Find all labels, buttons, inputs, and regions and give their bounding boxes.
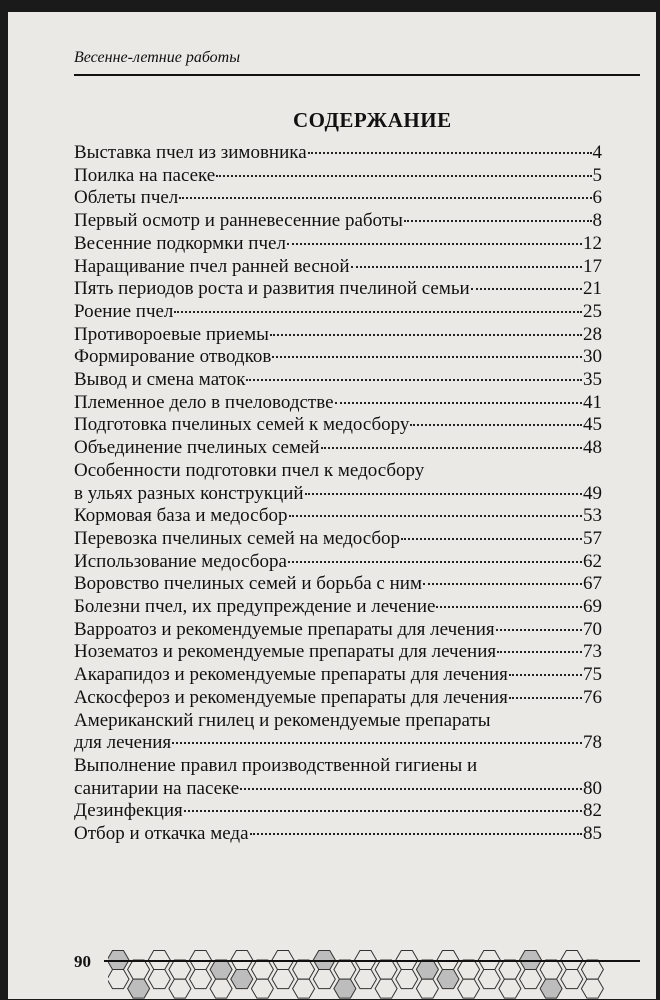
toc-entry-title: Формирование отводков xyxy=(74,346,272,368)
honeycomb-cell xyxy=(128,979,150,998)
toc-entry-title: Противороевые приемы xyxy=(74,323,269,345)
toc-entry-page: 85 xyxy=(583,823,602,845)
honeycomb-cell xyxy=(581,979,603,998)
toc-entry-title: Акарапидоз и рекомендуемые препараты для лечения xyxy=(74,664,508,686)
toc-entry xyxy=(74,210,602,233)
honeycomb-cell xyxy=(272,970,294,989)
honeycomb-cell xyxy=(210,960,232,979)
toc-entry-title: Использование медосбора xyxy=(74,550,287,572)
toc-entry-title: Дезинфекция xyxy=(74,800,183,822)
toc-entry xyxy=(74,165,602,188)
toc-entry-title: Аскосфероз и рекомендуемые препараты для лечения xyxy=(74,686,508,708)
dot-leader xyxy=(308,152,592,154)
toc-entry xyxy=(74,460,602,505)
honeycomb-cell xyxy=(540,979,562,998)
honeycomb-cell xyxy=(355,970,377,989)
toc-entry xyxy=(74,256,602,279)
toc-entry-title: Вывод и смена маток xyxy=(74,369,246,391)
dot-leader xyxy=(496,629,582,631)
toc-entry-page: 70 xyxy=(583,618,602,640)
honeycomb-cell xyxy=(581,960,603,979)
dot-leader xyxy=(174,311,582,313)
dot-leader xyxy=(270,334,582,336)
toc-entry-title: Варроатоз и рекомендуемые препараты для лечения xyxy=(74,618,495,640)
toc-entry-page: 21 xyxy=(583,278,602,300)
honeycomb-cell xyxy=(437,970,459,989)
toc-entry xyxy=(74,301,602,324)
toc-entry xyxy=(74,505,602,528)
toc-entry-page: 82 xyxy=(583,800,602,822)
dot-leader xyxy=(172,742,582,744)
toc-entry xyxy=(74,710,602,755)
toc-entry-title: Роение пчел xyxy=(74,300,174,322)
toc-entry-title-line: Особенности подготовки пчел к медосбору xyxy=(74,459,425,481)
toc-entry xyxy=(74,233,602,256)
footer-rule xyxy=(104,960,640,962)
toc-entry-title: Выставка пчел из зимовника xyxy=(74,142,307,163)
toc-entry-title: Пять периодов роста и развития пчелиной семьи xyxy=(74,278,470,300)
toc-entry-page: 69 xyxy=(583,596,602,618)
dot-leader xyxy=(321,447,582,449)
honeycomb-cell xyxy=(251,960,273,979)
dot-leader xyxy=(436,606,582,608)
dot-leader xyxy=(250,833,582,835)
toc-entry-title: Подготовка пчелиных семей к медосбору xyxy=(74,414,410,436)
toc-entry xyxy=(74,823,602,846)
toc-entry-title: Облеты пчел xyxy=(74,187,179,209)
honeycomb-cell xyxy=(561,970,583,989)
toc-entry-title: Нозематоз и рекомендуемые препараты для лечения xyxy=(74,641,497,663)
toc-entry xyxy=(74,414,602,437)
toc-entry-page: 30 xyxy=(583,346,602,368)
toc-entry-title: для лечения xyxy=(74,732,172,754)
toc-entry xyxy=(74,664,602,687)
honeycomb-cell xyxy=(375,960,397,979)
honeycomb-cell xyxy=(499,979,521,998)
dot-leader xyxy=(246,379,582,381)
honeycomb-cell xyxy=(169,960,191,979)
toc-entry-page: 53 xyxy=(583,505,602,527)
dot-leader xyxy=(184,810,582,812)
toc-entry xyxy=(74,755,602,800)
toc-entry-title: Отбор и откачка меда xyxy=(74,823,249,845)
dot-leader xyxy=(179,197,591,199)
honeycomb-cell xyxy=(334,979,356,998)
toc-entry-title: Воровство пчелиных семей и борьба с ним xyxy=(74,573,422,595)
dot-leader xyxy=(305,493,582,495)
toc-entry-page: 45 xyxy=(583,414,602,436)
honeycomb-cell xyxy=(416,960,438,979)
toc-entry-title: Поилка на пасеке xyxy=(74,164,216,186)
honeycomb-cell xyxy=(190,970,212,989)
honeycomb-cell xyxy=(169,979,191,998)
toc-entry-page: 62 xyxy=(583,550,602,572)
honeycomb-cell xyxy=(210,979,232,998)
honeycomb-cell xyxy=(251,979,273,998)
toc-entry xyxy=(74,687,602,710)
dot-leader xyxy=(410,424,582,426)
book-page xyxy=(8,12,656,999)
toc-entry-page: 28 xyxy=(583,323,602,345)
dot-leader xyxy=(509,697,582,699)
toc-entry-title: Кормовая база и медосбор xyxy=(74,505,288,527)
honeycomb-cell xyxy=(293,960,315,979)
dot-leader xyxy=(509,674,582,676)
dot-leader xyxy=(289,515,583,517)
toc-entry-title: Первый осмотр и ранневесенние работы xyxy=(74,210,403,232)
toc-entry-page: 25 xyxy=(583,300,602,322)
header-rule xyxy=(74,74,640,76)
toc-entry-page: 6 xyxy=(592,187,602,209)
dot-leader xyxy=(335,402,582,404)
toc-entry-page: 49 xyxy=(583,482,602,504)
toc-entry-title: Перевозка пчелиных семей на медосбор xyxy=(74,527,401,549)
toc-entry-page: 35 xyxy=(583,369,602,391)
toc-entry xyxy=(74,346,602,369)
honeycomb-cell xyxy=(313,970,335,989)
dot-leader xyxy=(272,356,582,358)
toc-entry-page: 78 xyxy=(583,732,602,754)
honeycomb-cell xyxy=(499,960,521,979)
honeycomb-cell xyxy=(458,979,480,998)
toc-entry-title: санитарии на пасеке xyxy=(74,777,240,799)
toc-entry xyxy=(74,278,602,301)
toc-entry-page: 67 xyxy=(583,573,602,595)
honeycomb-cell xyxy=(334,960,356,979)
toc-entry xyxy=(74,800,602,823)
honeycomb-decoration xyxy=(108,950,608,1000)
dot-leader xyxy=(240,788,582,790)
toc-entry-title: Весенние подкормки пчел xyxy=(74,232,286,254)
toc-entry xyxy=(74,528,602,551)
honeycomb-cell xyxy=(108,970,129,989)
toc-entry-title: Наращивание пчел ранней весной xyxy=(74,255,350,277)
toc-entry-title: Болезни пчел, их предупреждение и лечение xyxy=(74,596,436,618)
toc-entry-page: 76 xyxy=(583,686,602,708)
dot-leader xyxy=(287,243,582,245)
toc-entry xyxy=(74,187,602,210)
honeycomb-cell xyxy=(540,960,562,979)
page-number: 90 xyxy=(74,952,91,971)
toc-entry-page: 48 xyxy=(583,437,602,459)
toc-entry xyxy=(74,573,602,596)
table-of-contents xyxy=(74,142,602,846)
honeycomb-cell xyxy=(293,979,315,998)
toc-entry-page: 80 xyxy=(583,777,602,799)
running-header: Весенне-летние работы xyxy=(74,49,241,66)
toc-entry-page: 4 xyxy=(592,142,602,163)
honeycomb-cell xyxy=(231,970,253,989)
dot-leader xyxy=(471,288,582,290)
toc-entry-page: 73 xyxy=(583,641,602,663)
toc-entry-page: 75 xyxy=(583,664,602,686)
dot-leader xyxy=(288,561,582,563)
toc-entry xyxy=(74,437,602,460)
honeycomb-cell xyxy=(478,970,500,989)
toc-entry xyxy=(74,596,602,619)
honeycomb-cell xyxy=(458,960,480,979)
toc-entry xyxy=(74,142,602,165)
toc-entry xyxy=(74,369,602,392)
dot-leader xyxy=(423,583,582,585)
dot-leader xyxy=(404,220,592,222)
honeycomb-cell xyxy=(375,979,397,998)
toc-entry xyxy=(74,551,602,574)
toc-entry-page: 57 xyxy=(583,527,602,549)
honeycomb-cell xyxy=(416,979,438,998)
toc-entry xyxy=(74,392,602,415)
toc-entry xyxy=(74,619,602,642)
honeycomb-cell xyxy=(396,970,418,989)
toc-entry-title: Объединение пчелиных семей xyxy=(74,437,320,459)
toc-entry-title: в ульях разных конструкций xyxy=(74,482,304,504)
honeycomb-cell xyxy=(128,960,150,979)
dot-leader xyxy=(497,651,582,653)
dot-leader xyxy=(216,175,591,177)
toc-entry-page: 8 xyxy=(592,210,602,232)
toc-entry-title-line: Выполнение правил производственной гигиены и xyxy=(74,754,478,776)
dot-leader xyxy=(351,266,582,268)
toc-entry-page: 5 xyxy=(592,164,602,186)
toc-entry xyxy=(74,324,602,347)
honeycomb-cell xyxy=(520,970,542,989)
dot-leader xyxy=(401,538,582,540)
toc-entry xyxy=(74,641,602,664)
honeycomb-cell xyxy=(148,970,170,989)
toc-entry-page: 17 xyxy=(583,255,602,277)
page-title: СОДЕРЖАНИЕ xyxy=(293,108,452,132)
toc-entry-title-line: Американский гнилец и рекомендуемые препараты xyxy=(74,709,491,731)
toc-entry-page: 41 xyxy=(583,391,602,413)
toc-entry-page: 12 xyxy=(583,232,602,254)
toc-entry-title: Племенное дело в пчеловодстве xyxy=(74,391,334,413)
